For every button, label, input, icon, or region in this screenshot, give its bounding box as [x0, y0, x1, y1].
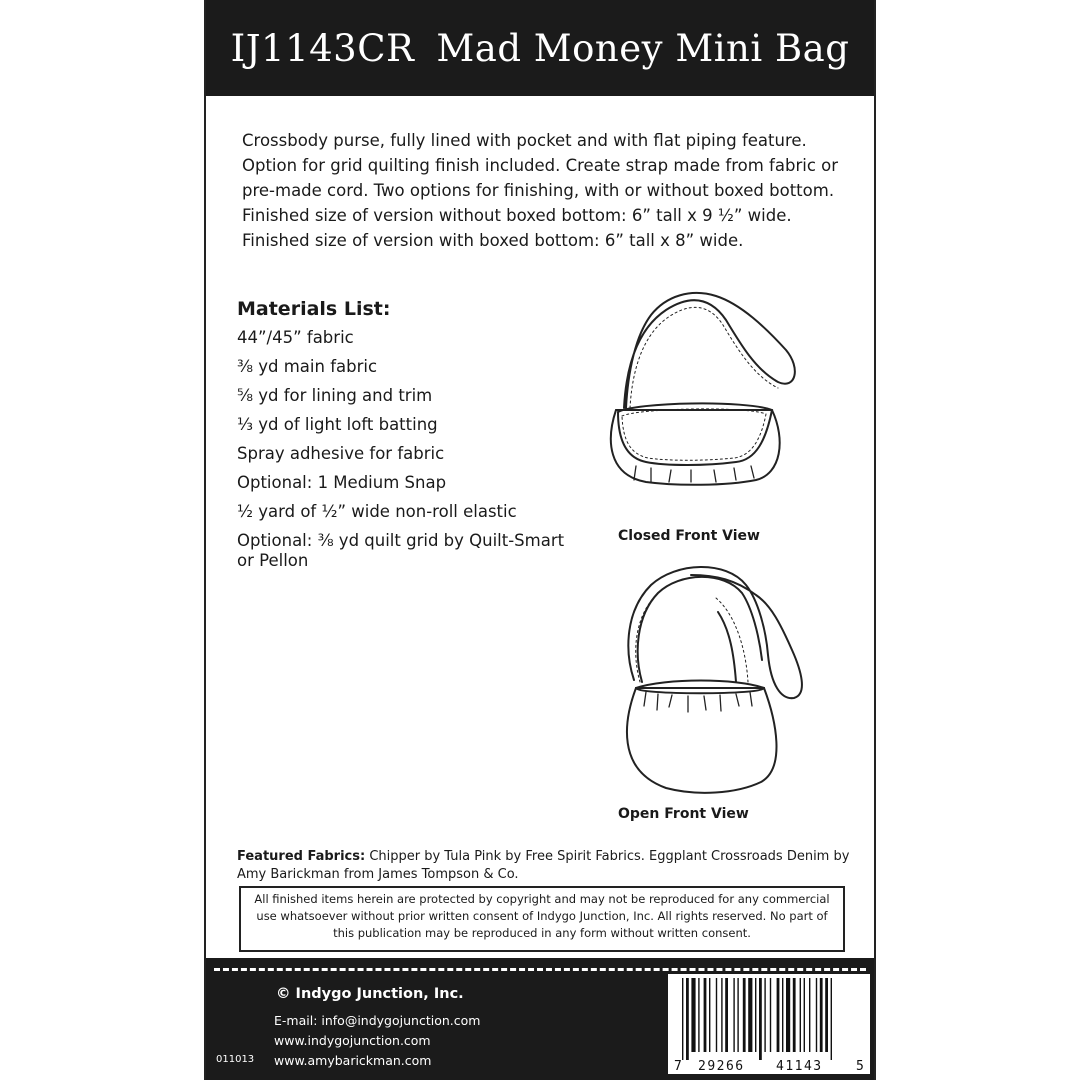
- email-text: E-mail: info@indygojunction.com: [274, 1013, 481, 1028]
- open-bag-illustration: [596, 560, 806, 800]
- barcode-bar: [737, 978, 738, 1052]
- material-item: ⅜ yd main fabric: [237, 357, 378, 376]
- open-view-caption: Open Front View: [618, 806, 749, 822]
- pattern-back-cover: [204, 0, 876, 1080]
- barcode-bar: [800, 978, 801, 1052]
- material-item: Optional: ⅜ yd quilt grid by Quilt-Smart or Pellon: [237, 531, 565, 570]
- barcode-bar: [764, 978, 765, 1052]
- description-line: Finished size of version with boxed bottom: 6” tall x 8” wide.: [242, 231, 744, 250]
- material-item: Optional: 1 Medium Snap: [237, 473, 447, 492]
- item-number: 011013: [216, 1054, 255, 1065]
- material-item: ⅓ yd of light loft batting: [237, 415, 438, 434]
- copyright-notice: All finished items herein are protected by copyright and may not be reproduced for any commercial use whatsoever without prior written consent of Indygo Junction, Inc. All rights reserved. No part of this publication may be reproduced in any form without written consent.: [239, 886, 845, 952]
- featured-fabrics-label: Featured Fabrics:: [237, 849, 366, 864]
- barcode-left-digits: 29266: [698, 1059, 745, 1074]
- barcode-bar: [770, 978, 771, 1052]
- barcode-bar: [816, 978, 817, 1052]
- description-line: Crossbody purse, fully lined with pocket and with flat piping feature.: [242, 131, 807, 150]
- materials-items: [237, 328, 567, 571]
- barcode-bar: [809, 978, 810, 1052]
- barcode-bar: [709, 978, 710, 1052]
- barcode-bar: [704, 978, 707, 1052]
- pattern-title: [231, 27, 850, 70]
- description-line: Finished size of version without boxed bottom: 6” tall x 9 ½” wide.: [242, 206, 792, 225]
- closed-bag-illustration: [596, 290, 806, 510]
- company-name: © Indygo Junction, Inc.: [276, 986, 464, 1002]
- barcode-check-digit: 5: [856, 1059, 864, 1074]
- materials-list: [237, 298, 567, 580]
- barcode-graphic: [668, 974, 870, 1074]
- upc-barcode: [668, 974, 870, 1074]
- barcode-bar: [721, 978, 722, 1052]
- description: [242, 128, 862, 253]
- description-line: pre-made cord. Two options for finishing, with or without boxed bottom.: [242, 181, 835, 200]
- closed-view-caption: Closed Front View: [618, 528, 760, 544]
- barcode-bar: [777, 978, 780, 1052]
- barcode-bars: [682, 978, 832, 1060]
- barcode-bar: [698, 978, 699, 1052]
- barcode-bar: [748, 978, 752, 1052]
- barcode-bar: [743, 978, 746, 1052]
- barcode-bar: [755, 978, 756, 1052]
- barcode-bar: [682, 978, 683, 1060]
- barcode-bar: [782, 978, 783, 1052]
- barcode-bar: [804, 978, 805, 1052]
- barcode-bar: [820, 978, 823, 1052]
- barcode-bar: [716, 978, 717, 1052]
- footer: [206, 958, 874, 1080]
- pattern-name: Mad Money Mini Bag: [436, 26, 850, 70]
- barcode-bar: [686, 978, 689, 1060]
- barcode-lead-digit: 7: [674, 1059, 682, 1074]
- barcode-bar: [825, 978, 828, 1052]
- material-item: ½ yard of ½” wide non-roll elastic: [237, 502, 517, 521]
- featured-fabrics: [237, 848, 852, 884]
- contact-info: [274, 1011, 480, 1071]
- material-item: ⅝ yd for lining and trim: [237, 386, 433, 405]
- featured-fabrics-text: Chipper by Tula Pink by Free Spirit Fabrics. Eggplant Crossroads Denim by Amy Barickman from James Tompson & Co.: [237, 849, 850, 882]
- pattern-code: IJ1143CR: [230, 26, 415, 70]
- barcode-bar: [759, 978, 762, 1060]
- website-link[interactable]: www.indygojunction.com: [274, 1033, 431, 1048]
- barcode-bar: [831, 978, 832, 1060]
- barcode-bar: [725, 978, 728, 1052]
- barcode-bar: [786, 978, 790, 1052]
- description-line: Option for grid quilting finish included. Create strap made from fabric or: [242, 156, 839, 175]
- barcode-right-digits: 41143: [776, 1059, 823, 1074]
- website-link[interactable]: www.amybarickman.com: [274, 1053, 432, 1068]
- title-banner: [206, 0, 874, 96]
- barcode-bar: [691, 978, 695, 1052]
- dashed-cut-line: [214, 968, 866, 971]
- material-item: Spray adhesive for fabric: [237, 444, 445, 463]
- material-item: 44”/45” fabric: [237, 328, 354, 347]
- barcode-bar: [793, 978, 796, 1052]
- materials-title: Materials List:: [237, 298, 391, 320]
- barcode-bar: [733, 978, 734, 1052]
